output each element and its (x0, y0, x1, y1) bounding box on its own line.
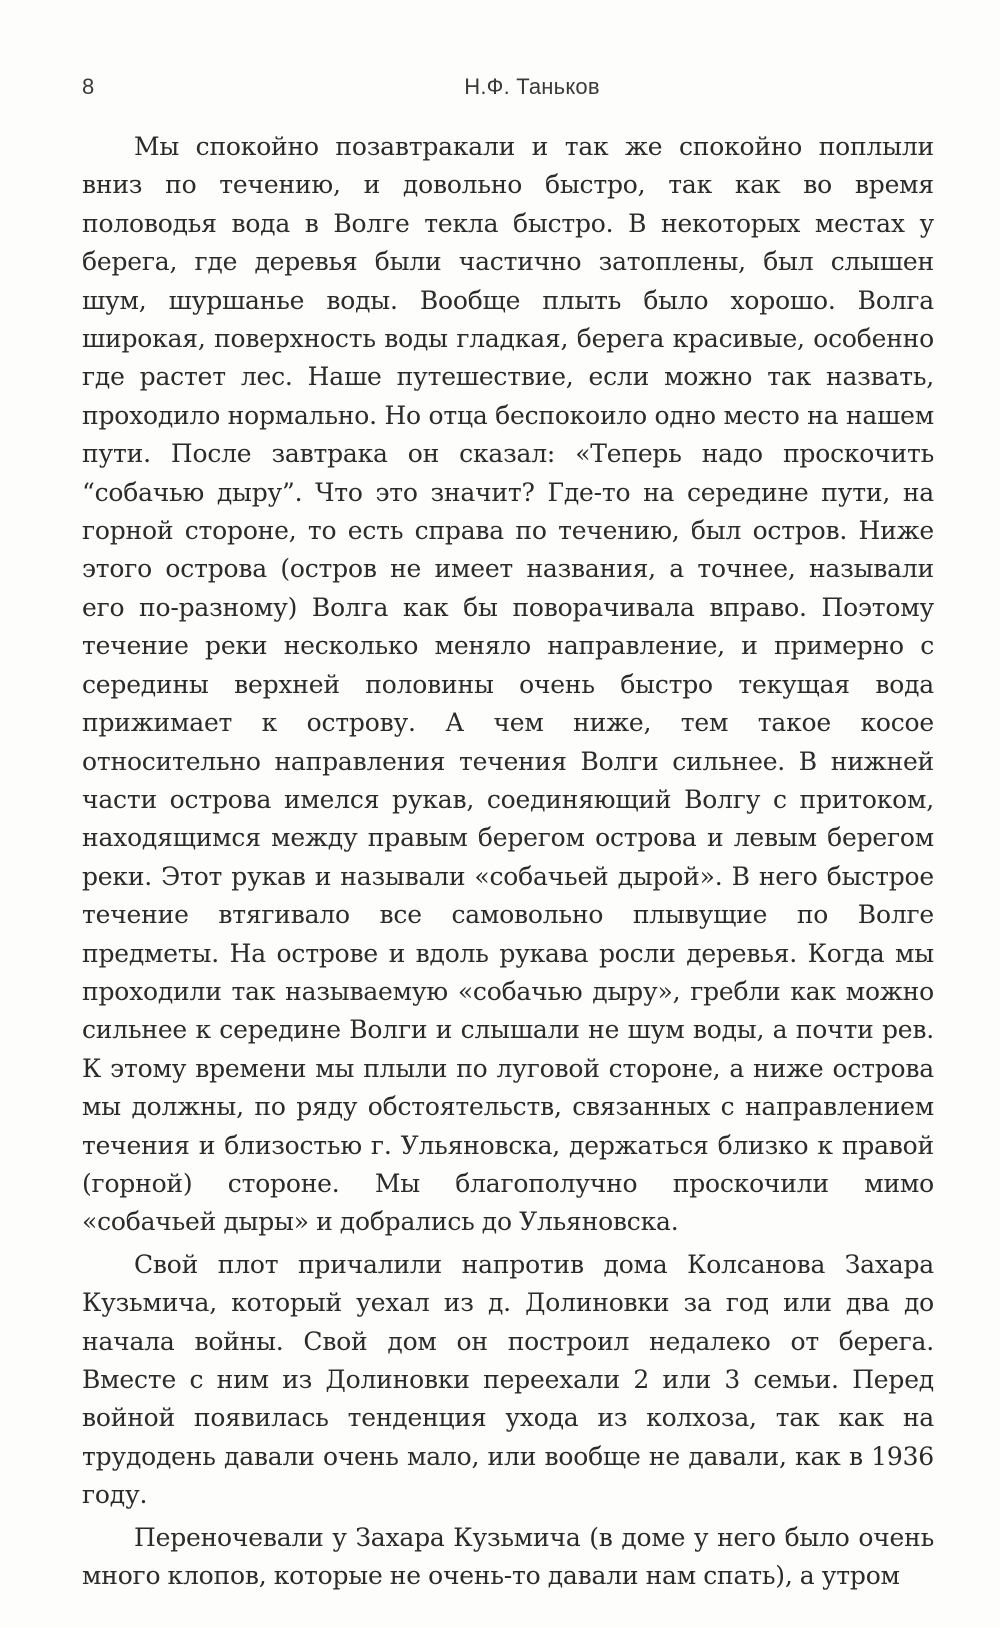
paragraph: Переночевали у Захара Кузьмича (в доме у него было очень много клопов, которые не очень-то давали нам спать), а утром (82, 1522, 934, 1591)
running-head-author: Н.Ф. Таньков (464, 74, 600, 99)
paragraph: Свой плот причалили напротив дома Колсанова Захара Кузьмича, который уехал из д. Долиновки за год или два до начала войны. Свой дом он построил недалеко от берега. Вместе с ним из Долиновки переехали 2 или 3 семьи. Перед войной появилась тенденция ухода из колхоза, так как на трудодень давали очень мало, или вообще не давали, как в 1936 году. (82, 1249, 934, 1510)
paragraph: Мы спокойно позавтракали и так же спокойно поплыли вниз по течению, и довольно быстро, так как во время половодья вода в Волге текла быстро. В некоторых местах у берега, где деревья были частично затоплены, был слышен шум, шуршанье воды. Вообще плыть было хорошо. Волга широкая, поверхность воды гладкая, берега красивые, особенно где растет лес. Наше путешествие, если можно так назвать, проходило нормально. Но отца беспокоило одно место на нашем пути. После завтрака он сказал: «Теперь надо проскочить “собачью дыру”. Что это значит? Где-то на середине пути, на горной стороне, то есть справа по течению, был остров. Ниже этого острова (остров не имеет названия, а точнее, называли его по-разному) Волга как бы поворачивала вправо. Поэтому течение реки несколько меняло направление, и примерно с середины верхней половины очень быстро текущая вода прижимает к острову. А чем ниже, тем такое косое относительно направления течения Волги сильнее. В нижней части острова имелся рукав, соединяющий Волгу с притоком, находящимся между правым берегом острова и левым берегом реки. Этот рукав и называли «собачьей дырой». В него быстрое течение втягивало все самовольно плывущие по Волге предметы. На острове и вдоль рукава росли деревья. Когда мы проходили так называемую «собачью дыру», гребли как можно сильнее к середине Волги и слышали не шум воды, а почти рев. К этому времени мы плыли по луговой стороне, а ниже острова мы должны, по ряду обстоятельств, связанных с направлением течения и близостью г. Ульяновска, держаться близко к правой (горной) стороне. Мы благополучно проскочили мимо «собачьей дыры» и добрались до Ульяновска. (82, 132, 934, 1237)
body-text (82, 128, 934, 1595)
running-head (82, 74, 932, 106)
page-number: 8 (82, 74, 95, 99)
